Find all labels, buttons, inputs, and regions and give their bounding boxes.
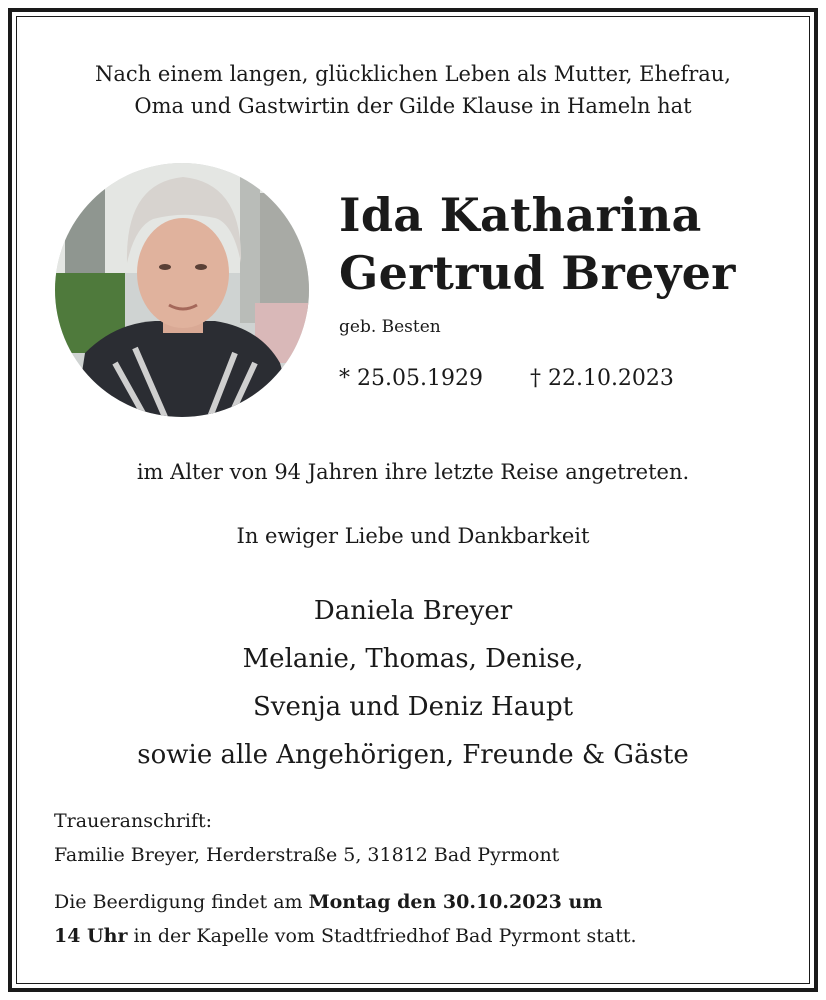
maiden-name: geb. Besten bbox=[339, 317, 441, 337]
funeral-date: Montag den 30.10.2023 um bbox=[308, 891, 603, 913]
age-line: im Alter von 94 Jahren ihre letzte Reise angetreten. bbox=[136, 460, 690, 484]
dedication-line: In ewiger Liebe und Dankbarkeit bbox=[236, 524, 590, 548]
funeral-text: Die Beerdigung findet am bbox=[54, 891, 309, 913]
address-label: Traueranschrift: bbox=[54, 810, 213, 832]
funeral-time: 14 Uhr bbox=[54, 925, 128, 947]
mourner-line: Svenja und Deniz Haupt bbox=[252, 692, 574, 722]
portrait-photo bbox=[55, 163, 309, 417]
intro-text bbox=[0, 58, 826, 122]
address-text: Familie Breyer, Herderstraße 5, 31812 Bad Pyrmont bbox=[54, 844, 560, 866]
name-line: Ida Katharina bbox=[339, 188, 702, 242]
name-line: Gertrud Breyer bbox=[339, 246, 736, 300]
life-dates bbox=[339, 366, 674, 391]
mourner-line: sowie alle Angehörigen, Freunde & Gäste bbox=[137, 740, 689, 770]
intro-line: Nach einem langen, glücklichen Leben als Mutter, Ehefrau, bbox=[95, 62, 731, 86]
birth-date: * 25.05.1929 bbox=[339, 366, 483, 391]
funeral-info bbox=[54, 885, 774, 953]
mourning-address bbox=[54, 804, 559, 872]
mourners-list bbox=[0, 587, 826, 779]
mourner-line: Melanie, Thomas, Denise, bbox=[242, 644, 584, 674]
intro-line: Oma und Gastwirtin der Gilde Klause in Hameln hat bbox=[134, 94, 692, 118]
mourner-line: Daniela Breyer bbox=[313, 596, 513, 626]
deceased-name bbox=[339, 186, 736, 302]
death-date: † 22.10.2023 bbox=[529, 366, 674, 391]
funeral-location: in der Kapelle vom Stadtfriedhof Bad Pyrmont statt. bbox=[127, 925, 637, 947]
